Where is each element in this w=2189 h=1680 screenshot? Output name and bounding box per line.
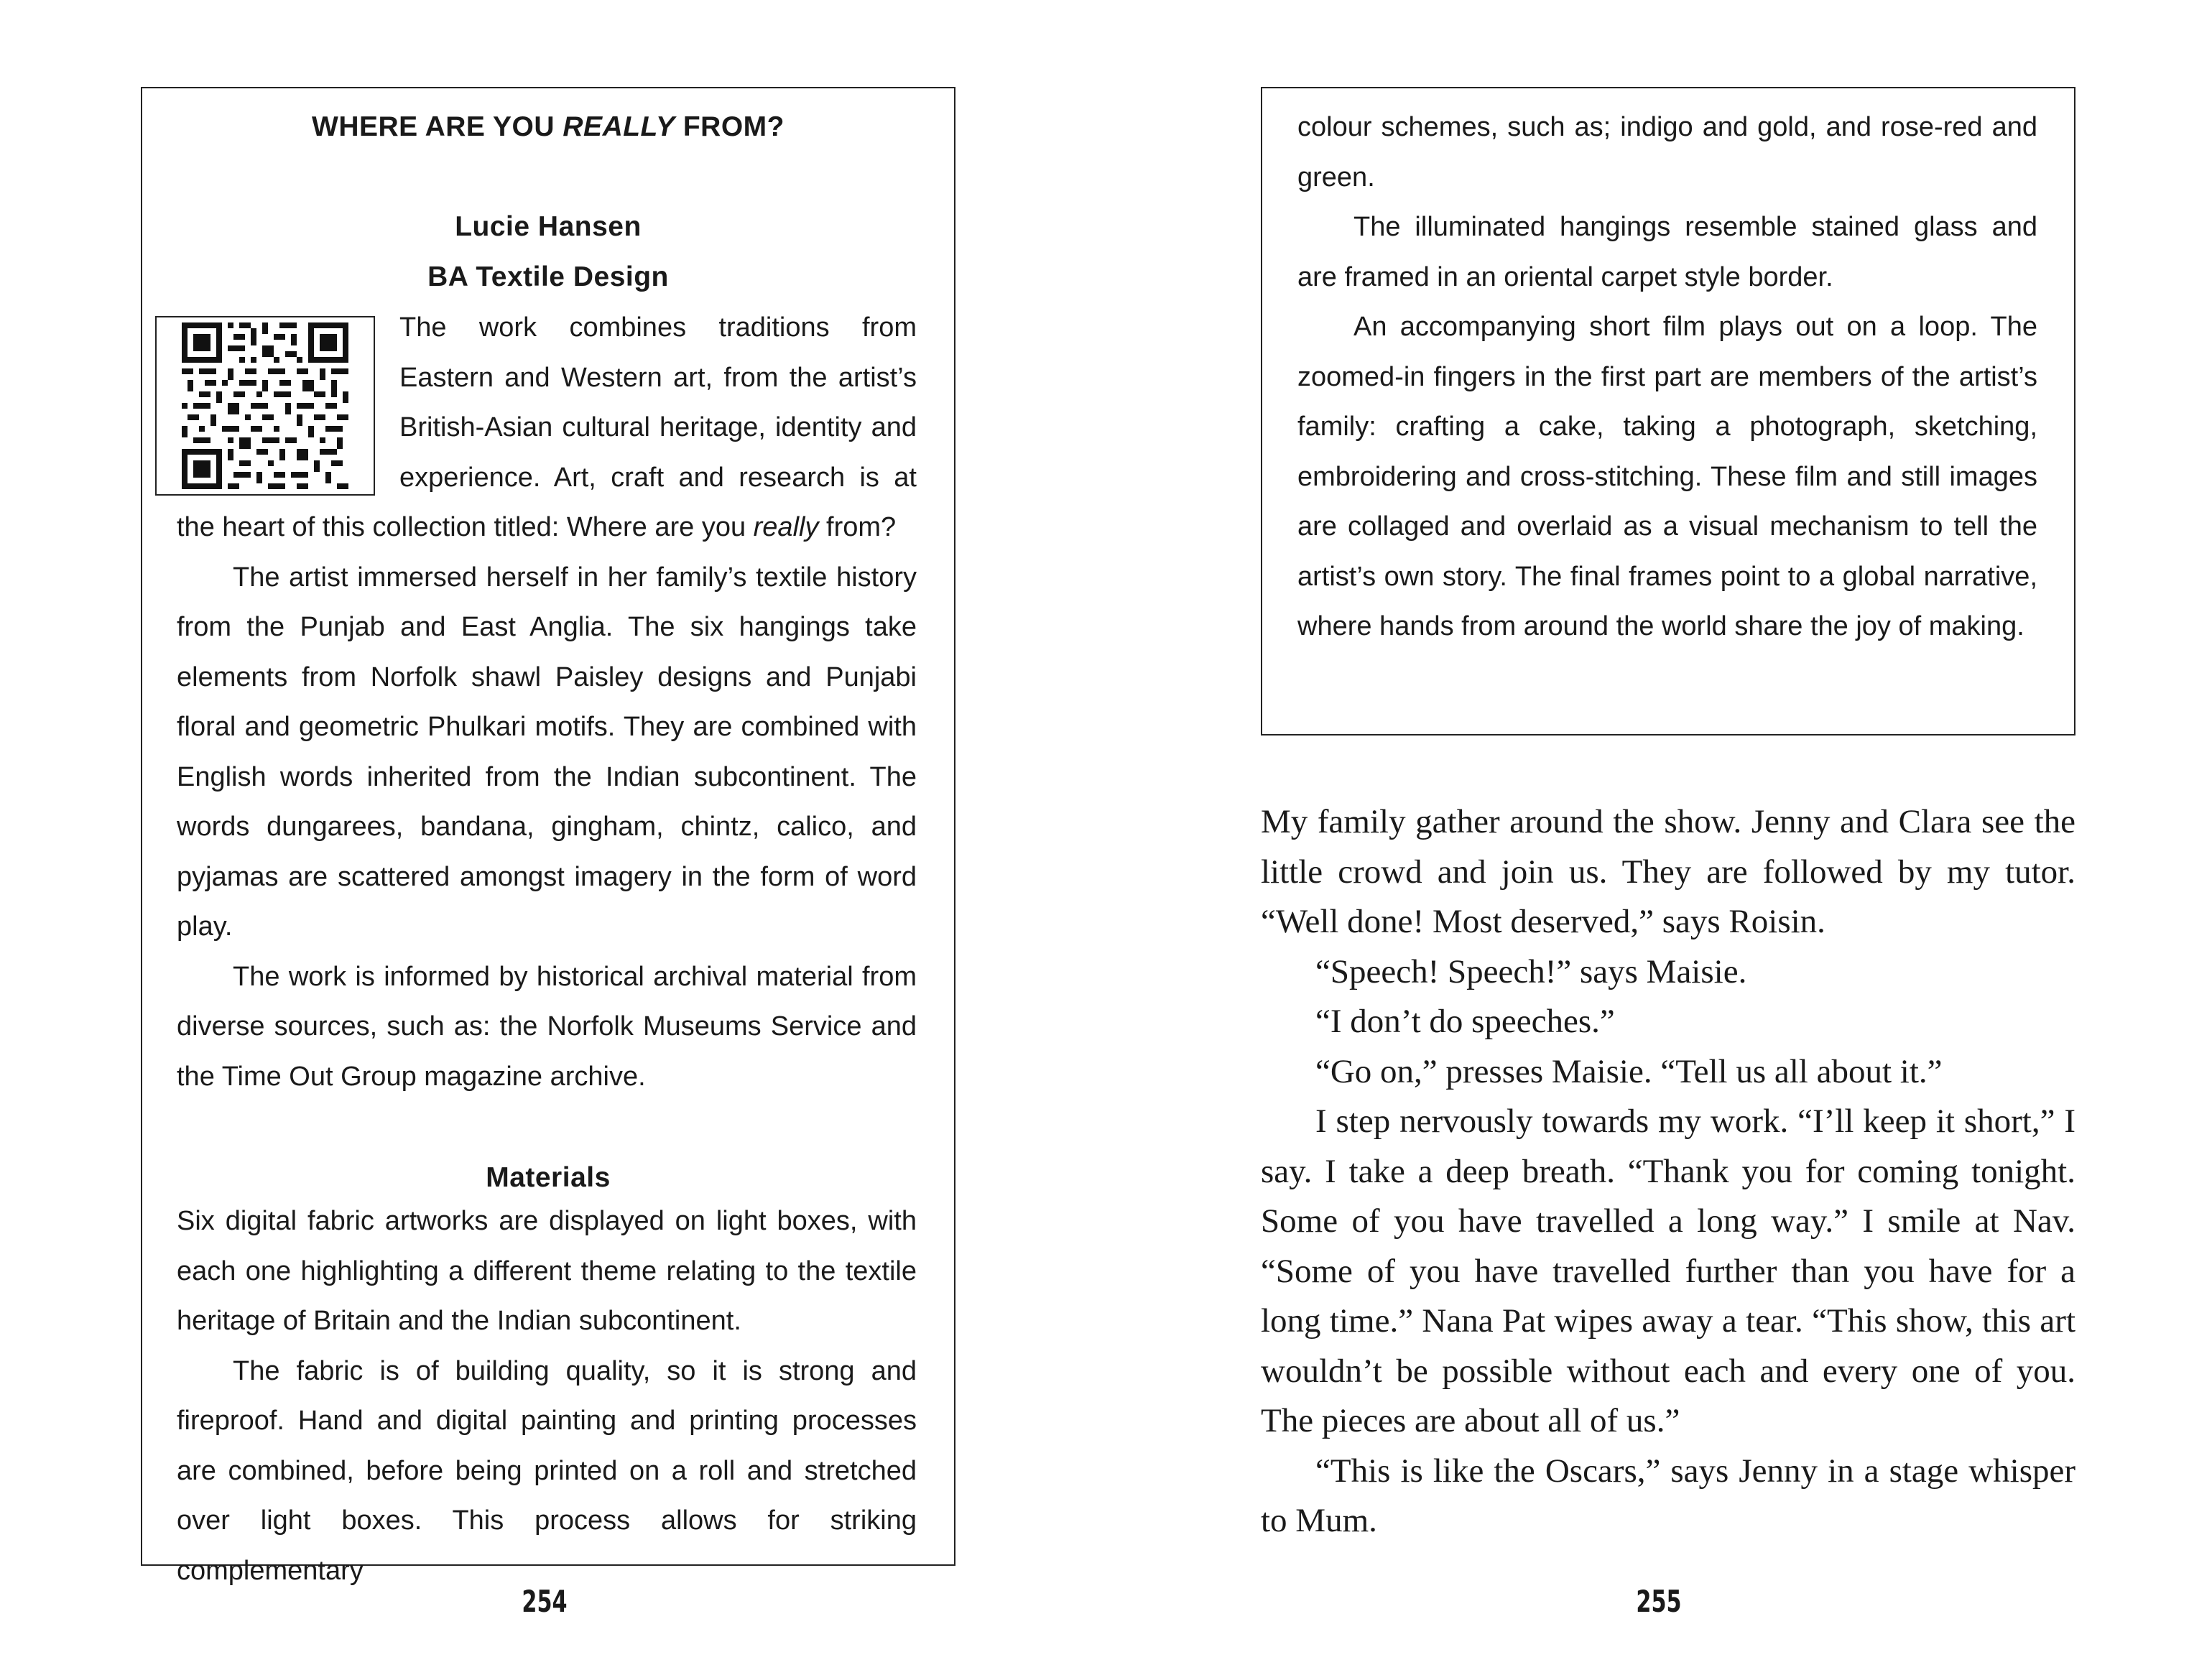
box-continued-paragraph-3: An accompanying short film plays out on a loop. The zoomed-in fingers in the first part are members of the artist’s family: crafting a cake, taking a photograph, sketching, embroidering and cross-stitching. These film and still images are collaged and overlaid as a visual mechanism to tell the artist’s own story. The final frames point to a global narrative, where hands from around the world share the joy of making.	[1297, 312, 2037, 641]
qr-code-icon[interactable]	[155, 316, 375, 496]
box-paragraph-3: The work is informed by historical archival material from diverse sources, such as: the Norfolk Museums Service and the Time Out Group magazine archive.	[177, 961, 917, 1092]
page-number-right: 255	[1636, 1584, 1682, 1619]
narrative-paragraph-1: My family gather around the show. Jenny and Clara see the little crowd and join us. They are followed by my tutor. “Well done! Most deserved,” says Roisin.	[1261, 803, 2075, 940]
narrative-text	[1261, 797, 2075, 1546]
materials-paragraph-1: Six digital fabric artworks are displayed on light boxes, with each one highlighting a different theme relating to the textile heritage of Britain and the Indian subcontinent.	[177, 1206, 917, 1336]
qr-code-graphic	[182, 322, 348, 489]
box-title-pre: WHERE ARE YOU	[312, 111, 563, 142]
narrative-paragraph-3: “I don’t do speeches.”	[1315, 1003, 1615, 1040]
box-paragraph-1-emphasis: really	[753, 512, 819, 542]
materials-heading: Materials	[486, 1162, 611, 1193]
box-title-post: FROM?	[675, 111, 785, 142]
box-title-emphasis: REALLY	[563, 111, 675, 142]
box-continued-paragraph-2: The illuminated hangings resemble stained glass and are framed in an oriental carpet style border.	[1297, 212, 2037, 292]
box-paragraph-1-text: The work combines traditions from Eastern and Western art, from the artist’s British-Asian cultural heritage, identity and experience. Art, craft and research is at the heart of this collection titled: Where are you	[177, 312, 917, 542]
box-body-text	[177, 303, 917, 1102]
author-name: Lucie Hansen	[455, 211, 642, 242]
narrative-paragraph-6: “This is like the Oscars,” says Jenny in a stage whisper to Mum.	[1261, 1452, 2075, 1539]
course-title: BA Textile Design	[427, 261, 669, 292]
materials-text	[177, 1197, 917, 1596]
narrative-paragraph-5: I step nervously towards my work. “I’ll keep it short,” I say. I take a deep breath. “Thank you for coming tonight. Some of you have travelled a long way.” I smile at Nav. “Some of you have travelled further than you have for a long time.” Nana Pat wipes away a tear. “This show, this art wouldn’t be possible without each and every one of you. The pieces are about all of us.”	[1261, 1103, 2075, 1439]
box-title	[141, 111, 955, 143]
materials-paragraph-2: The fabric is of building quality, so it is strong and fireproof. Hand and digital painting and printing processes are combined, before being printed on a roll and stretched over light boxes. This process allows for striking complementary	[177, 1355, 917, 1586]
box-continued-paragraph-1: colour schemes, such as; indigo and gold, and rose-red and green.	[1297, 112, 2037, 192]
page-number-left: 254	[522, 1584, 568, 1619]
narrative-paragraph-2: “Speech! Speech!” says Maisie.	[1315, 952, 1747, 990]
box-continued-text	[1297, 103, 2037, 652]
box-paragraph-2: The artist immersed herself in her family’s textile history from the Punjab and East Anglia. The six hangings take elements from Norfolk shawl Paisley designs and Punjabi floral and geometric Phulkari motifs. They are combined with English words inherited from the Indian subcontinent. The words dungarees, bandana, gingham, chintz, calico, and pyjamas are scattered amongst imagery in the form of word play.	[177, 562, 917, 942]
box-paragraph-1-end: from?	[818, 512, 897, 542]
narrative-paragraph-4: “Go on,” presses Maisie. “Tell us all about it.”	[1315, 1052, 1943, 1090]
